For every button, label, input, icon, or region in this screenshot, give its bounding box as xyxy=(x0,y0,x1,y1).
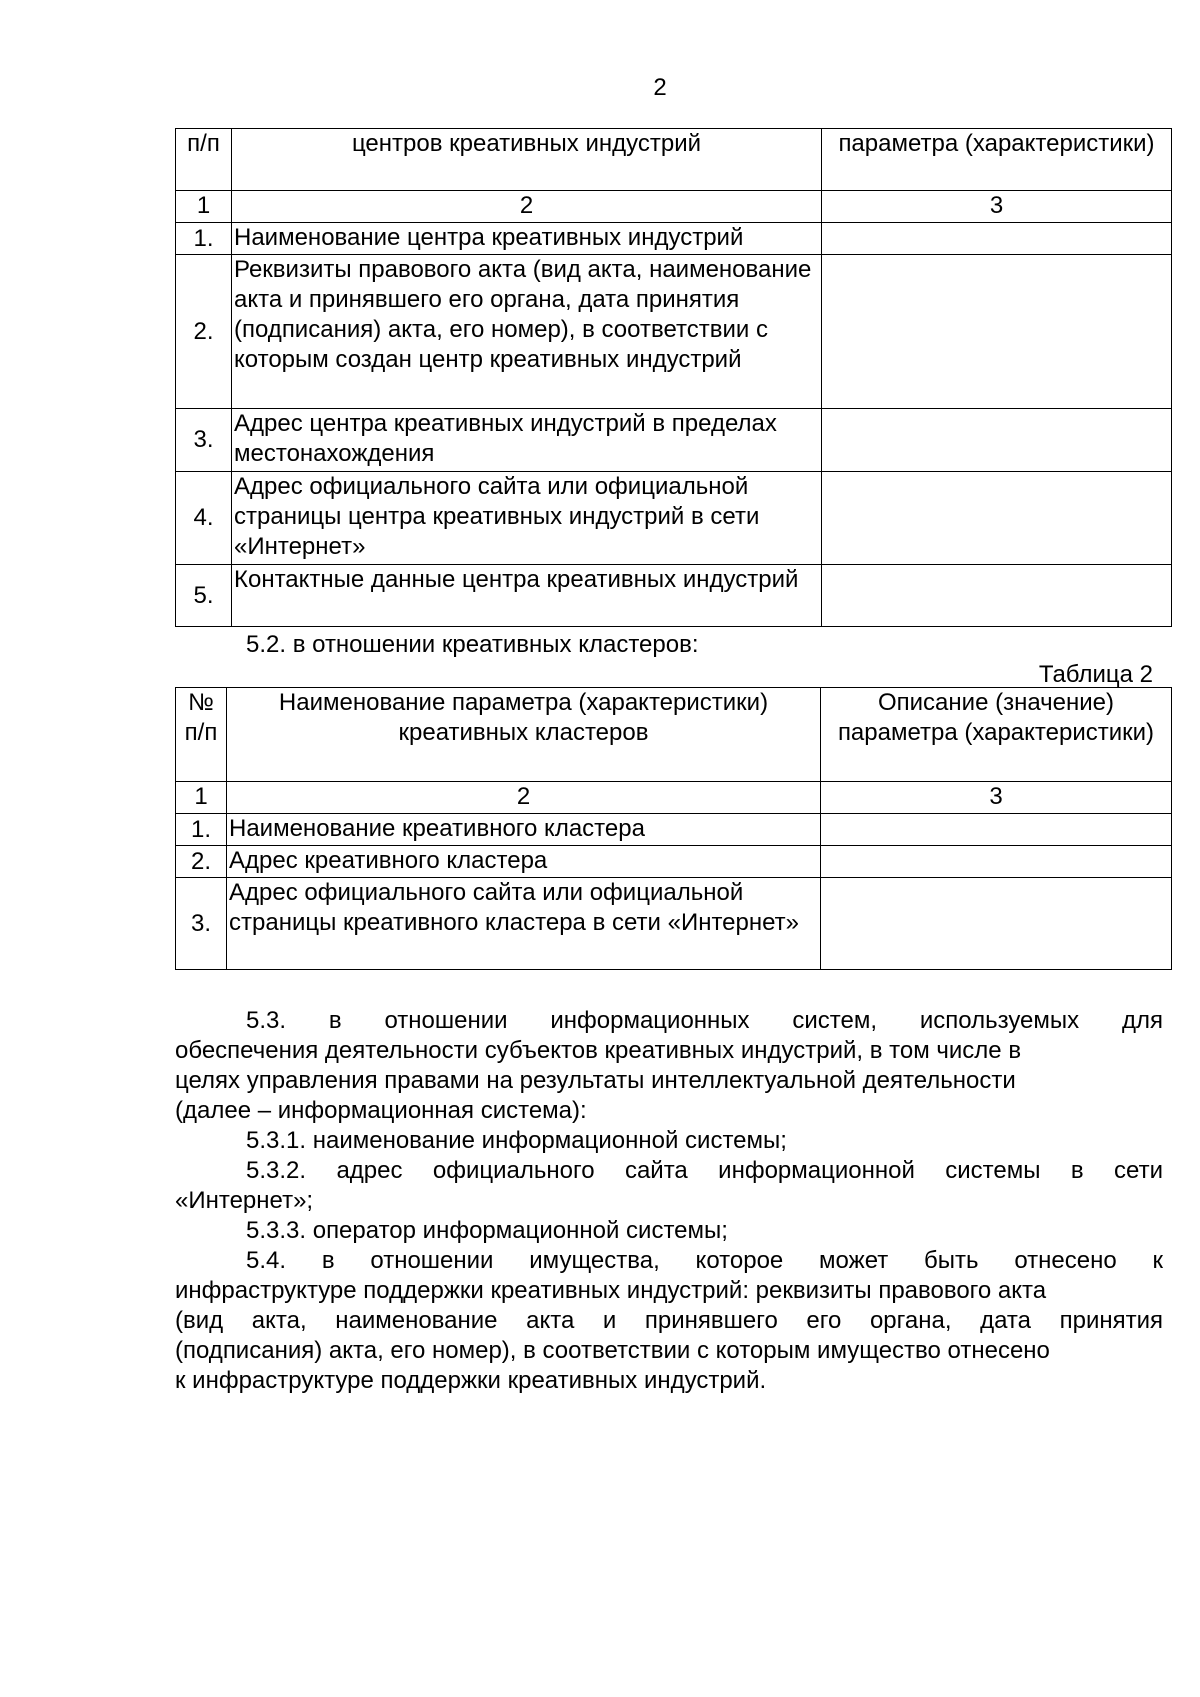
row-number: 3. xyxy=(176,409,232,472)
row-param: Адрес официального сайта или официальной страницы креативного кластера в сети «Интернет» xyxy=(227,878,821,970)
para-5-3-line: целях управления правами на результаты интеллектуальной деятельности xyxy=(175,1067,1016,1094)
para-5-4-line: (подписания) акта, его номер), в соответствии с которым имущество отнесено xyxy=(175,1337,1050,1364)
para-5-3-line: обеспечения деятельности субъектов креативных индустрий, в том числе в xyxy=(175,1037,1022,1064)
index-cell: 2 xyxy=(232,191,822,223)
table-row xyxy=(176,846,1172,878)
row-value xyxy=(822,409,1172,472)
table-row xyxy=(176,565,1172,627)
index-cell: 3 xyxy=(821,782,1172,814)
para-5-4-line: 5.4. в отношении имущества, которое может быть отнесено к xyxy=(246,1247,1163,1274)
row-number: 5. xyxy=(176,565,232,627)
row-param: Наименование креативного кластера xyxy=(227,814,821,846)
section-5-2-heading: 5.2. в отношении креативных кластеров: xyxy=(246,631,699,658)
row-value xyxy=(822,565,1172,627)
index-cell: 1 xyxy=(176,782,227,814)
row-number: 4. xyxy=(176,472,232,565)
row-value xyxy=(821,878,1172,970)
row-number: 2. xyxy=(176,846,227,878)
table-centers xyxy=(175,128,1172,627)
index-row xyxy=(176,191,1172,223)
index-row xyxy=(176,782,1172,814)
row-number: 1. xyxy=(176,223,232,255)
row-param: Реквизиты правового акта (вид акта, наименование акта и принявшего его органа, дата принятия (подписания) акта, его номер), в соответствии с которым создан центр креативных индустрий xyxy=(232,255,822,409)
header-num: п/п xyxy=(176,129,232,191)
header-value: Описание (значение) параметра (характеристики) xyxy=(821,688,1172,782)
para-5-3-line: (далее – информационная система): xyxy=(175,1097,587,1124)
para-5-4-line: (вид акта, наименование акта и принявшего его органа, дата принятия xyxy=(175,1307,1163,1334)
row-number: 2. xyxy=(176,255,232,409)
para-5-3-line: 5.3. в отношении информационных систем, используемых для xyxy=(246,1007,1163,1034)
table-row xyxy=(176,472,1172,565)
table-row xyxy=(176,223,1172,255)
item-5-3-3: 5.3.3. оператор информационной системы; xyxy=(246,1217,728,1244)
para-5-4-line: инфраструктуре поддержки креативных индустрий: реквизиты правового акта xyxy=(175,1277,1047,1304)
header-param: центров креативных индустрий xyxy=(232,129,822,191)
row-value xyxy=(821,846,1172,878)
index-cell: 3 xyxy=(822,191,1172,223)
table-clusters xyxy=(175,687,1172,970)
row-value xyxy=(822,255,1172,409)
table-header-row xyxy=(176,688,1172,782)
page-number: 2 xyxy=(653,74,667,101)
table2-caption: Таблица 2 xyxy=(1038,661,1153,688)
row-value xyxy=(821,814,1172,846)
table-row xyxy=(176,409,1172,472)
table-row xyxy=(176,814,1172,846)
index-cell: 1 xyxy=(176,191,232,223)
header-value: параметра (характеристики) xyxy=(822,129,1172,191)
row-param: Адрес центра креативных индустрий в пределах местонахождения xyxy=(232,409,822,472)
row-value xyxy=(822,223,1172,255)
table-header-row xyxy=(176,129,1172,191)
row-number: 3. xyxy=(176,878,227,970)
header-num: № п/п xyxy=(176,688,227,782)
table-row xyxy=(176,255,1172,409)
item-5-3-2-line: 5.3.2. адрес официального сайта информационной системы в сети xyxy=(246,1157,1163,1184)
row-param: Адрес официального сайта или официальной страницы центра креативных индустрий в сети «Интернет» xyxy=(232,472,822,565)
row-param: Контактные данные центра креативных индустрий xyxy=(232,565,822,627)
header-param: Наименование параметра (характеристики) креативных кластеров xyxy=(227,688,821,782)
index-cell: 2 xyxy=(227,782,821,814)
para-5-4-line: к инфраструктуре поддержки креативных индустрий. xyxy=(175,1367,767,1394)
row-param: Наименование центра креативных индустрий xyxy=(232,223,822,255)
item-5-3-2-line: «Интернет»; xyxy=(175,1187,314,1214)
row-param: Адрес креативного кластера xyxy=(227,846,821,878)
item-5-3-1: 5.3.1. наименование информационной системы; xyxy=(246,1127,787,1154)
table-row xyxy=(176,878,1172,970)
row-number: 1. xyxy=(176,814,227,846)
row-value xyxy=(822,472,1172,565)
